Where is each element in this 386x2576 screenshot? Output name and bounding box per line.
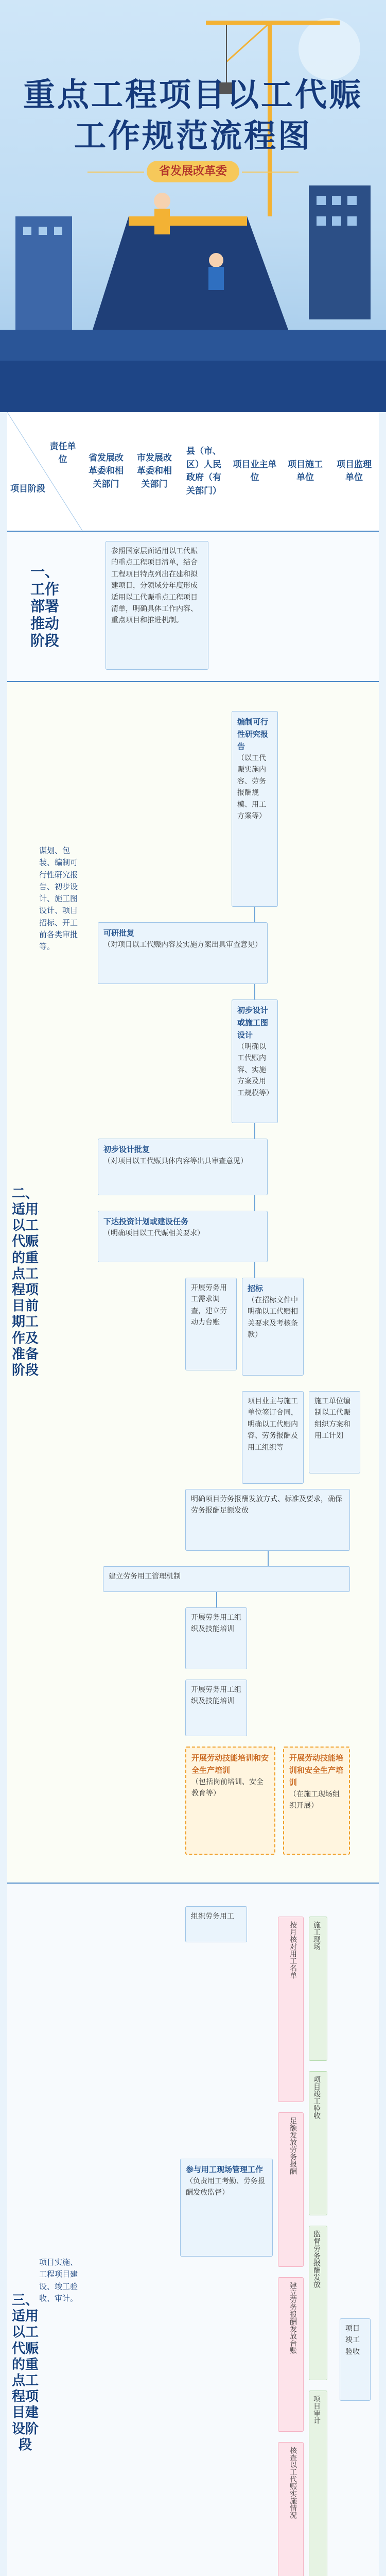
preliminary-design-approval-text: （对项目以工代赈具体内容等出具审查意见）: [103, 1157, 248, 1165]
flow-arrow: [216, 1592, 217, 1607]
preliminary-design-text: （明确以工代赈内容、实施方案及用工规模等）: [237, 1043, 273, 1097]
phase1-clearing-step: 参照国家层面适用以工代赈的重点工程项目清单，结合工程项目特点列出在建和拟建项目，分领域分年度形成适用以工代赈重点工程项目清单，明确具体工作内容、重点项目和推进机制。: [106, 541, 208, 670]
feasibility-approval-step: [98, 922, 268, 984]
preliminary-design-approval-step: [98, 1139, 268, 1195]
wage-ledger: 建立劳务报酬发放台账: [278, 2277, 304, 2432]
skills-safety-training-step: [185, 1747, 275, 1855]
supervision-side-step: 项目竣工验收: [340, 2318, 371, 2401]
hero-title-line2: 工作规范流程图: [74, 117, 312, 155]
tender-step: [242, 1278, 304, 1376]
completion-acceptance: 项目竣工验收: [309, 2071, 327, 2215]
feasibility-approval-title: 可研批复: [103, 928, 135, 938]
onsite-management-step: [180, 2159, 273, 2257]
header-provincial-ndrc: 省发展改革委和相关部门: [89, 452, 124, 489]
header-responsible-unit: 责任单位: [49, 441, 76, 465]
header-county-gov: 县（市、区）人民政府（有关部门）: [186, 446, 221, 496]
labor-management-step: 建立劳务用工管理机制: [103, 1566, 350, 1592]
header-supervision-unit: 项目监理单位: [337, 459, 372, 483]
tender-text: （在招标文件中明确以工代赈相关要求及考核条款）: [248, 1296, 298, 1340]
investment-plan-title: 下达投资计划或建设任务: [103, 1217, 189, 1226]
preliminary-design-approval-title: 初步设计批复: [103, 1145, 150, 1154]
phase2-label: 二、适用以工代赈的重点工程项目前期工作及准备阶段: [11, 1185, 39, 1378]
feasibility-study-text: （以工代赈实施内容、劳务报酬规模、用工方案等）: [237, 754, 266, 820]
header-project-stage: 项目阶段: [10, 484, 45, 495]
hero-subtitle: 省发展改革委: [147, 161, 239, 182]
labor-organization-step: 开展劳务用工组织及技能培训: [185, 1607, 247, 1669]
tender-title: 招标: [248, 1284, 264, 1293]
full-wage-payment: 足额发放劳务报酬: [278, 2112, 304, 2267]
preliminary-design-step: [232, 999, 278, 1123]
phase3-description: 项目实施、工程项目建设、竣工验收、审计。: [39, 2258, 78, 2303]
onsite-training-text: （在施工现场组织开展）: [289, 1790, 340, 1810]
wage-supervision: 监督劳务报酬发放: [309, 2226, 327, 2380]
flow-arrow: [254, 907, 255, 922]
construction-illustration: [0, 0, 386, 412]
project-audit: 项目审计: [309, 2391, 327, 2576]
onsite-management-text: （负责用工考勤、劳务报酬发放监督）: [186, 2177, 265, 2197]
flow-arrow: [254, 984, 255, 999]
phase2-description: 谋划、包装、编制可行性研究报告、初步设计、施工图设计、项目招标、开工前各类审批等。: [39, 846, 78, 951]
preliminary-design-title: 初步设计或施工图设计: [237, 1006, 269, 1040]
phase1-label: 一、工作部署推动阶段: [30, 563, 59, 650]
monthly-roster-check: 按月核对用工名单: [278, 1917, 304, 2102]
feasibility-study-title: 编制可行性研究报告: [237, 717, 269, 751]
phase3-label: 三、适用以工代赈的重点工程项目建设阶段: [11, 2293, 39, 2453]
onsite-training-title: 开展劳动技能培训和安全生产培训: [289, 1753, 344, 1787]
skills-safety-training-text: （包括岗前培训、安全教育等）: [191, 1778, 264, 1798]
onsite-training-step: [283, 1747, 350, 1855]
flow-arrow: [254, 1262, 255, 1278]
construction-site: 施工现场: [309, 1917, 327, 2061]
feasibility-study-step: [232, 711, 278, 907]
skills-training-step-county: 开展劳务用工组织及技能培训: [185, 1680, 247, 1736]
onsite-management-title: 参与用工现场管理工作: [186, 2165, 264, 2174]
skills-safety-training-title: 开展劳动技能培训和安全生产培训: [191, 1753, 269, 1775]
flow-arrow: [254, 1195, 255, 1211]
labor-recruitment-step: 组织劳务用工: [185, 1906, 247, 1942]
feasibility-approval-text: （对项目以工代赈内容及实施方案出具审查意见）: [103, 941, 262, 949]
header-city-ndrc: 市发展改革委和相关部门: [137, 452, 172, 489]
contract-step: 项目业主与施工单位签订合同，明确以工代赈内容、劳务报酬及用工组织等: [242, 1391, 304, 1484]
investment-plan-text: （明确项目以工代赈相关要求）: [103, 1229, 204, 1238]
hero-banner: [0, 0, 386, 412]
labor-survey-step: 开展劳务用工需求调查，建立劳动力台账: [185, 1278, 237, 1370]
organization-plan-step: 施工单位编制以工代赈组织方案和用工计划: [309, 1391, 360, 1473]
investment-plan-step: [98, 1211, 268, 1262]
implementation-check: 核查以工代赈实施情况: [278, 2442, 304, 2576]
flow-arrow: [254, 1123, 255, 1139]
wage-payment-step: 明确项目劳务报酬发放方式、标准及要求，确保劳务报酬足额发放: [185, 1489, 350, 1551]
header-construction-unit: 项目施工单位: [288, 459, 323, 483]
hero-title-line1: 重点工程项目以工代赈: [23, 76, 363, 113]
flow-arrow: [268, 1551, 269, 1566]
subtitle-divider-left: [87, 172, 144, 173]
header-project-owner: 项目业主单位: [233, 459, 277, 483]
subtitle-divider-right: [242, 172, 299, 173]
